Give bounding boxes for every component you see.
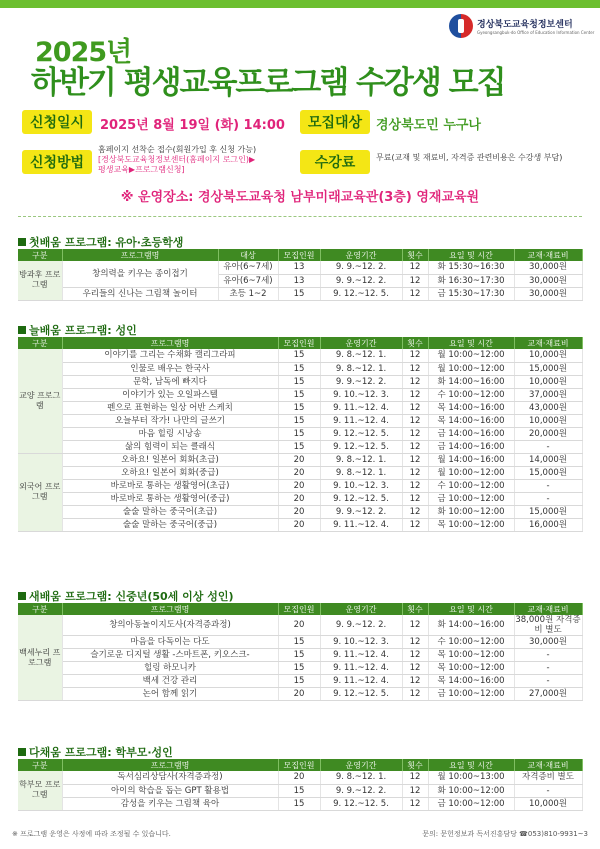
table-cell: 9. 10.~12. 3.	[320, 479, 402, 492]
table-cell: 20	[278, 505, 320, 518]
table-cell: 9. 12.~12. 5.	[320, 287, 402, 300]
table-cell: 12	[402, 688, 428, 701]
table-row	[18, 440, 582, 453]
table-cell: 12	[402, 675, 428, 688]
table-cell: 금 14:00~16:00	[428, 427, 514, 440]
col-header: 요일 및 시간	[428, 337, 514, 349]
table-cell: 월 10:00~12:00	[428, 349, 514, 362]
table-cell: 수 10:00~12:00	[428, 636, 514, 649]
table-cell: 9. 12.~12. 5.	[320, 440, 402, 453]
section4-title: 다채움 프로그램: 학부모·성인	[18, 744, 173, 760]
col-header: 운영기간	[320, 337, 402, 349]
table-cell: 9. 11.~12. 4.	[320, 518, 402, 531]
category-cell: 외국어 프로그램	[18, 453, 62, 531]
table-cell: 목 10:00~12:00	[428, 518, 514, 531]
section3-table	[18, 603, 583, 701]
col-header: 대상	[218, 249, 278, 261]
program-name: 마음 힐링 시낭송	[62, 427, 278, 440]
table-row	[18, 362, 582, 375]
table-row	[18, 261, 582, 274]
program-name: 이야기를 그리는 수채화 캘리그라피	[62, 349, 278, 362]
table-cell: 목 14:00~16:00	[428, 401, 514, 414]
table-cell: 10,000원	[514, 349, 582, 362]
table-cell: 금 15:30~17:30	[428, 287, 514, 300]
table-cell: 금 10:00~12:00	[428, 797, 514, 810]
education-office-emblem-icon	[449, 14, 473, 38]
table-cell: 15,000원	[514, 466, 582, 479]
section3-title: 새배움 프로그램: 신중년(50세 이상 성인)	[18, 588, 233, 604]
program-name: 오늘부터 작가! 나만의 글쓰기	[62, 414, 278, 427]
table-row	[18, 388, 582, 401]
table-cell: 20	[278, 688, 320, 701]
col-header: 교재·재료비	[514, 759, 582, 771]
page-title: 하반기 평생교육프로그램 수강생 모집	[31, 65, 505, 101]
bullet-square-icon	[18, 238, 26, 246]
program-name: 바로바로 통하는 생활영어(중급)	[62, 492, 278, 505]
table-cell: 12	[402, 492, 428, 505]
col-header: 운영기간	[320, 249, 402, 261]
table-header-row	[18, 337, 582, 349]
col-header: 구분	[18, 603, 62, 615]
table-cell: 12	[402, 615, 428, 636]
table-cell: 12	[402, 797, 428, 810]
table-row	[18, 615, 582, 636]
col-header: 모집인원	[278, 603, 320, 615]
col-header: 교재·재료비	[514, 337, 582, 349]
table-header-row	[18, 603, 582, 615]
table-cell: 9. 12.~12. 5.	[320, 492, 402, 505]
table-cell: 목 14:00~16:00	[428, 675, 514, 688]
table-row	[18, 636, 582, 649]
table-cell: -	[514, 492, 582, 505]
table-cell: 12	[402, 287, 428, 300]
table-row	[18, 771, 582, 784]
table-row	[18, 518, 582, 531]
table-header-row	[18, 249, 582, 261]
section1-table	[18, 249, 583, 301]
table-header-row	[18, 759, 582, 771]
table-cell: 12	[402, 362, 428, 375]
footer-note: ※ 프로그램 운영은 사정에 따라 조정될 수 있습니다.	[12, 830, 171, 838]
col-header: 구분	[18, 249, 62, 261]
bullet-square-icon	[18, 592, 26, 600]
table-row	[18, 505, 582, 518]
table-cell: 월 14:00~16:00	[428, 453, 514, 466]
table-cell: 월 10:00~13:00	[428, 771, 514, 784]
program-name: 창의아동놀이지도사(자격증과정)	[62, 615, 278, 636]
table-cell: 12	[402, 771, 428, 784]
table-cell: 12	[402, 453, 428, 466]
method-label: 신청방법	[22, 150, 92, 174]
section2-table	[18, 337, 583, 532]
program-name: 오하요! 일본어 회화(중급)	[62, 466, 278, 479]
table-row	[18, 492, 582, 505]
top-color-band	[0, 0, 600, 8]
table-cell: 금 10:00~12:00	[428, 688, 514, 701]
bullet-square-icon	[18, 326, 26, 334]
table-cell: 목 14:00~16:00	[428, 414, 514, 427]
table-cell: 20	[278, 615, 320, 636]
table-cell: 12	[402, 518, 428, 531]
program-name: 마음을 다독이는 다도	[62, 636, 278, 649]
table-cell: 9. 10.~12. 3.	[320, 636, 402, 649]
table-cell: 15	[278, 649, 320, 662]
table-row	[18, 453, 582, 466]
table-row	[18, 349, 582, 362]
program-name: 펜으로 표현하는 일상 어반 스케치	[62, 401, 278, 414]
table-cell: 화 16:30~17:30	[428, 274, 514, 287]
table-cell: 12	[402, 427, 428, 440]
table-cell: 9. 11.~12. 4.	[320, 662, 402, 675]
table-cell: 15	[278, 287, 320, 300]
table-row	[18, 479, 582, 492]
table-cell: 30,000원	[514, 274, 582, 287]
col-header: 구분	[18, 337, 62, 349]
table-cell: 금 10:00~12:00	[428, 492, 514, 505]
target-value: 경상북도민 누구나	[376, 118, 481, 133]
table-cell: 월 10:00~12:00	[428, 362, 514, 375]
table-cell: 화 14:00~16:00	[428, 375, 514, 388]
program-name: 창의력을 키우는 종이접기	[62, 261, 218, 287]
table-row	[18, 401, 582, 414]
apply-date-value: 2025년 8월 19일 (화) 14:00	[100, 118, 285, 133]
table-cell: 9. 10.~12. 3.	[320, 388, 402, 401]
col-header: 요일 및 시간	[428, 759, 514, 771]
table-cell: 화 14:00~16:00	[428, 615, 514, 636]
program-name: 문학, 남독에 빠지다	[62, 375, 278, 388]
table-cell: 9. 12.~12. 5.	[320, 427, 402, 440]
table-cell: -	[514, 675, 582, 688]
table-cell: 12	[402, 349, 428, 362]
col-header: 구분	[18, 759, 62, 771]
table-cell: 9. 8.~12. 1.	[320, 466, 402, 479]
col-header: 운영기간	[320, 759, 402, 771]
table-cell: 자격증비 별도	[514, 771, 582, 784]
table-cell: 20	[278, 771, 320, 784]
bullet-square-icon	[18, 748, 26, 756]
table-cell: 14,000원	[514, 453, 582, 466]
table-cell: 15	[278, 375, 320, 388]
table-cell: 15	[278, 401, 320, 414]
program-name: 독서심리상담사(자격증과정)	[62, 771, 278, 784]
table-row	[18, 675, 582, 688]
table-cell: 20	[278, 518, 320, 531]
fee-label: 수강료	[300, 150, 370, 174]
table-row	[18, 784, 582, 797]
table-cell: 12	[402, 414, 428, 427]
table-cell: 9. 8.~12. 1.	[320, 362, 402, 375]
col-header: 프로그램명	[62, 249, 218, 261]
table-row	[18, 375, 582, 388]
table-cell: 13	[278, 274, 320, 287]
table-cell: 수 10:00~12:00	[428, 388, 514, 401]
table-cell: -	[514, 440, 582, 453]
table-cell: 목 10:00~12:00	[428, 649, 514, 662]
program-name: 슬기로운 디지털 생활 -스마트폰, 키오스크-	[62, 649, 278, 662]
col-header: 프로그램명	[62, 337, 278, 349]
table-cell: 9. 11.~12. 4.	[320, 675, 402, 688]
program-name: 백세 건강 관리	[62, 675, 278, 688]
org-name-en: Gyeongsangbuk-do Office of Education Information Center	[477, 30, 595, 35]
table-cell: 9. 8.~12. 1.	[320, 453, 402, 466]
org-logo	[449, 14, 594, 38]
col-header: 프로그램명	[62, 759, 278, 771]
table-cell: 9. 8.~12. 1.	[320, 349, 402, 362]
table-cell: 16,000원	[514, 518, 582, 531]
table-cell: 10,000원	[514, 414, 582, 427]
table-cell: 15	[278, 784, 320, 797]
table-cell: 15	[278, 349, 320, 362]
table-row	[18, 797, 582, 810]
col-header: 횟수	[402, 337, 428, 349]
table-cell: 20	[278, 492, 320, 505]
table-cell: 15	[278, 362, 320, 375]
table-cell: 15	[278, 662, 320, 675]
table-cell: 12	[402, 261, 428, 274]
venue-divider	[18, 216, 582, 217]
table-cell: 30,000원	[514, 636, 582, 649]
fee-text: 무료(교재 및 재료비, 자격증 관련비용은 수강생 부담)	[376, 153, 563, 162]
col-header: 횟수	[402, 603, 428, 615]
table-cell: 12	[402, 636, 428, 649]
table-row	[18, 414, 582, 427]
program-name: 술술 말하는 중국어(중급)	[62, 518, 278, 531]
program-name: 오하요! 일본어 회화(초급)	[62, 453, 278, 466]
table-cell: 9. 9.~12. 2.	[320, 615, 402, 636]
table-cell: 15	[278, 388, 320, 401]
program-name: 우리들의 신나는 그림책 놀이터	[62, 287, 218, 300]
table-cell: 12	[402, 479, 428, 492]
table-cell: 유아(6~7세)	[218, 274, 278, 287]
table-cell: -	[514, 784, 582, 797]
table-cell: 12	[402, 466, 428, 479]
table-cell: 43,000원	[514, 401, 582, 414]
col-header: 프로그램명	[62, 603, 278, 615]
table-cell: 월 10:00~12:00	[428, 466, 514, 479]
category-cell: 교양 프로그램	[18, 349, 62, 453]
table-cell: 9. 9.~12. 2.	[320, 375, 402, 388]
category-cell: 방과후 프로그램	[18, 261, 62, 300]
org-name: 경상북도교육청정보센터	[477, 20, 573, 30]
category-cell: 백세누리 프로그램	[18, 615, 62, 701]
table-cell: 15	[278, 675, 320, 688]
table-cell: 9. 9.~12. 2.	[320, 505, 402, 518]
table-row	[18, 688, 582, 701]
table-cell: 9. 8.~12. 1.	[320, 771, 402, 784]
col-header: 모집인원	[278, 759, 320, 771]
col-header: 교재·재료비	[514, 603, 582, 615]
table-cell: 12	[402, 784, 428, 797]
footer-contact: 문의: 문헌정보과 독서진흥담당 ☎053)810-9931~3	[422, 830, 588, 838]
table-cell: 화 10:00~12:00	[428, 505, 514, 518]
table-cell: 12	[402, 375, 428, 388]
table-cell: 15	[278, 414, 320, 427]
section4-table	[18, 759, 583, 811]
table-cell: 12	[402, 649, 428, 662]
table-cell: 9. 11.~12. 4.	[320, 414, 402, 427]
table-cell: 9. 12.~12. 5.	[320, 797, 402, 810]
col-header: 횟수	[402, 249, 428, 261]
section1-title: 첫배움 프로그램: 유아·초등학생	[18, 234, 183, 250]
table-cell: 유아(6~7세)	[218, 261, 278, 274]
table-cell: 15	[278, 427, 320, 440]
col-header: 요일 및 시간	[428, 603, 514, 615]
table-cell: 9. 12.~12. 5.	[320, 688, 402, 701]
col-header: 횟수	[402, 759, 428, 771]
table-cell: 38,000원 자격증비 별도	[515, 615, 581, 635]
program-name: 힐링 하모니카	[62, 662, 278, 675]
table-cell: 12	[402, 440, 428, 453]
table-cell: 수 10:00~12:00	[428, 479, 514, 492]
table-cell: 목 10:00~12:00	[428, 662, 514, 675]
target-label: 모집대상	[300, 110, 370, 134]
program-name: 논어 함께 읽기	[62, 688, 278, 701]
program-name: 이야기가 있는 오일파스텔	[62, 388, 278, 401]
table-cell: -	[514, 662, 582, 675]
table-cell: 13	[278, 261, 320, 274]
table-cell: 27,000원	[514, 688, 582, 701]
table-cell: -	[514, 649, 582, 662]
program-name: 삶의 힘력이 되는 클래식	[62, 440, 278, 453]
table-row	[18, 649, 582, 662]
table-cell: 30,000원	[514, 287, 582, 300]
table-cell: 9. 9.~12. 2.	[320, 784, 402, 797]
table-cell: 12	[402, 401, 428, 414]
table-cell: 금 14:00~16:00	[428, 440, 514, 453]
col-header: 모집인원	[278, 337, 320, 349]
program-name: 술술 말하는 중국어(초급)	[62, 505, 278, 518]
table-cell: 10,000원	[514, 375, 582, 388]
program-name: 인물로 배우는 한국사	[62, 362, 278, 375]
venue-notice: ※ 운영장소: 경상북도교육청 남부미래교육관(3층) 영재교육원	[120, 190, 480, 205]
table-cell: 20	[278, 453, 320, 466]
col-header: 교재·재료비	[514, 249, 582, 261]
table-cell: 화 15:30~16:30	[428, 261, 514, 274]
program-name: 아이의 학습을 돕는 GPT 활용법	[62, 784, 278, 797]
table-row	[18, 466, 582, 479]
table-cell: 15	[278, 636, 320, 649]
table-cell: 12	[402, 274, 428, 287]
category-cell: 학부모 프로그램	[18, 771, 62, 810]
table-cell: 9. 11.~12. 4.	[320, 401, 402, 414]
table-cell: 12	[402, 505, 428, 518]
table-cell: -	[514, 479, 582, 492]
program-name: 감성을 키우는 그림책 육아	[62, 797, 278, 810]
table-cell: 15,000원	[514, 362, 582, 375]
col-header: 요일 및 시간	[428, 249, 514, 261]
section2-title: 늘배움 프로그램: 성인	[18, 322, 137, 338]
table-cell: 초등 1~2	[218, 287, 278, 300]
table-cell: 15,000원	[514, 505, 582, 518]
table-cell: 30,000원	[514, 261, 582, 274]
col-header: 모집인원	[278, 249, 320, 261]
table-cell: 20	[278, 479, 320, 492]
table-cell: 9. 9.~12. 2.	[320, 261, 402, 274]
table-cell: 12	[402, 388, 428, 401]
title-year: 2025년	[35, 37, 132, 68]
table-row	[18, 662, 582, 675]
method-text: 홈페이지 선착순 접수(회원가입 후 신청 가능) [경상북도교육청정보센터(홈페이지 로그인)▶ 평생교육▶프로그램신청]	[98, 145, 257, 174]
table-cell: 15	[278, 440, 320, 453]
table-cell: 화 10:00~12:00	[428, 784, 514, 797]
table-cell: 12	[402, 662, 428, 675]
table-cell: 20,000원	[514, 427, 582, 440]
table-cell: 9. 9.~12. 2.	[320, 274, 402, 287]
program-name: 바로바로 통하는 생활영어(초급)	[62, 479, 278, 492]
table-cell: 37,000원	[514, 388, 582, 401]
table-row	[18, 427, 582, 440]
table-cell: 15	[278, 797, 320, 810]
table-row	[18, 287, 582, 300]
table-cell: 10,000원	[514, 797, 582, 810]
table-cell: 9. 11.~12. 4.	[320, 649, 402, 662]
apply-date-label: 신청일시	[22, 110, 92, 134]
col-header: 운영기간	[320, 603, 402, 615]
table-cell: 20	[278, 466, 320, 479]
